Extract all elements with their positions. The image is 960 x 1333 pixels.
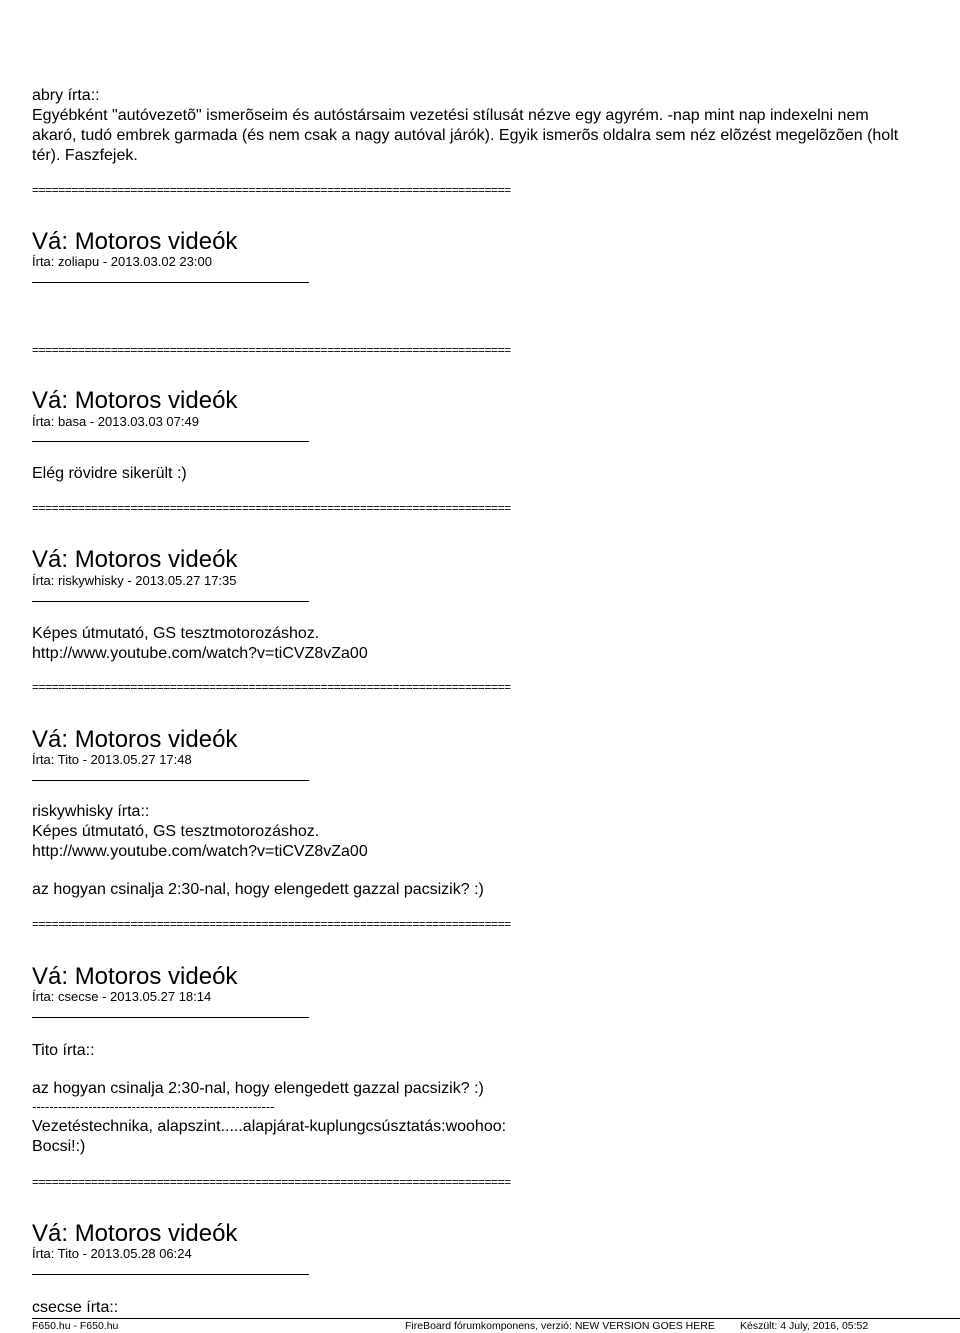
intro-text-line: tér). Faszfejek.	[32, 147, 138, 164]
post-body-line: az hogyan csinalja 2:30-nal, hogy elengedett gazzal pacsizik? :)	[32, 1080, 484, 1097]
post-divider	[32, 780, 309, 781]
post-body-line: Elég rövidre sikerült :)	[32, 465, 187, 482]
post-body-line: Képes útmutató, GS tesztmotorozáshoz.	[32, 625, 320, 642]
footer-component: FireBoard fórumkomponens, verzió: NEW VERSION GOES HERE	[405, 1320, 715, 1332]
post-link[interactable]: http://www.youtube.com/watch?v=tiCVZ8vZa00	[32, 645, 368, 662]
quote-author: abry írta::	[32, 87, 100, 104]
post-separator: =========================================================================	[32, 343, 511, 357]
post-body-line: Vezetéstechnika, alapszint.....alapjárat-kuplungcsúsztatás:woohoo:	[32, 1118, 507, 1135]
post-title: Vá: Motoros videók	[32, 546, 238, 573]
footer-generated: Készült: 4 July, 2016, 05:52	[740, 1320, 869, 1332]
post-meta: Írta: riskywhisky - 2013.05.27 17:35	[32, 573, 237, 588]
post-meta: Írta: csecse - 2013.05.27 18:14	[32, 989, 212, 1004]
page-footer	[32, 1318, 960, 1333]
post-body-line: Bocsi!:)	[32, 1138, 86, 1155]
post-divider	[32, 441, 309, 442]
intro-text-line: Egyébként "autóvezetõ" ismerõseim és autóstársaim vezetési stílusát nézve egy agyrém. -nap mint nap indexelni nem	[32, 107, 869, 124]
post-divider	[32, 601, 309, 602]
post-meta: Írta: Tito - 2013.05.28 06:24	[32, 1246, 192, 1261]
post-separator: =========================================================================	[32, 1175, 511, 1189]
post-divider	[32, 1274, 309, 1275]
post-title: Vá: Motoros videók	[32, 387, 238, 414]
post-body-line: riskywhisky írta::	[32, 803, 150, 820]
post-separator: =========================================================================	[32, 680, 511, 694]
post-title: Vá: Motoros videók	[32, 228, 238, 255]
post-title: Vá: Motoros videók	[32, 963, 238, 990]
post-title: Vá: Motoros videók	[32, 726, 238, 753]
post-divider	[32, 1017, 309, 1018]
post-body-line: Tito írta::	[32, 1042, 95, 1059]
post-title: Vá: Motoros videók	[32, 1220, 238, 1247]
post-separator: =========================================================================	[32, 917, 511, 931]
post-body-line: Képes útmutató, GS tesztmotorozáshoz.	[32, 823, 320, 840]
post-meta: Írta: basa - 2013.03.03 07:49	[32, 414, 199, 429]
intro-text-line: akaró, tudó embrek garmada (és nem csak a nagy autóval járók). Egyik ismerõs oldalra sem néz elõzést megelõzõen (holt	[32, 127, 899, 144]
post-dash-line: --------------------------------------------------------	[32, 1099, 275, 1114]
post-meta: Írta: zoliapu - 2013.03.02 23:00	[32, 254, 212, 269]
post-body-line: az hogyan csinalja 2:30-nal, hogy elengedett gazzal pacsizik? :)	[32, 881, 484, 898]
post-meta: Írta: Tito - 2013.05.27 17:48	[32, 752, 192, 767]
post-body-line: csecse írta::	[32, 1299, 119, 1316]
post-link[interactable]: http://www.youtube.com/watch?v=tiCVZ8vZa00	[32, 843, 368, 860]
post-separator: =========================================================================	[32, 183, 511, 197]
post-separator: =========================================================================	[32, 501, 511, 515]
footer-site: F650.hu - F650.hu	[32, 1320, 119, 1332]
post-divider	[32, 282, 309, 283]
